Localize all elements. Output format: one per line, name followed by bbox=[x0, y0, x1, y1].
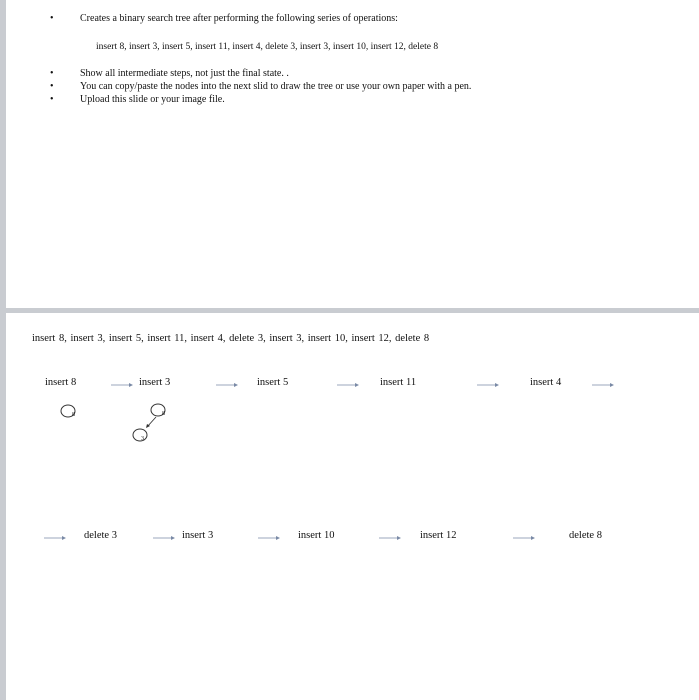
instruction-item bbox=[36, 12, 398, 25]
arrow-icon bbox=[513, 535, 535, 541]
arrow-icon bbox=[153, 535, 175, 541]
bullet-dot: • bbox=[50, 81, 54, 92]
arrow-icon bbox=[216, 382, 238, 388]
instruction-list-2 bbox=[36, 67, 471, 106]
step-label: delete 8 bbox=[569, 530, 602, 541]
instruction-text: Show all intermediate steps, not just the final state. . bbox=[80, 68, 289, 79]
instruction-text: Upload this slide or your image file. bbox=[80, 94, 225, 105]
tree-node[interactable] bbox=[132, 427, 148, 443]
step-label: insert 3 bbox=[182, 530, 214, 541]
arrow-icon bbox=[44, 535, 66, 541]
instruction-item bbox=[36, 67, 471, 80]
bullet-dot: • bbox=[50, 94, 54, 105]
operations-heading: insert 8, insert 3, insert 5, insert 11, insert 4, delete 3, insert 3, insert 10, insert 12, delete 8 bbox=[32, 333, 430, 344]
instruction-text: You can copy/paste the nodes into the next slid to draw the tree or use your own paper with a pen. bbox=[80, 81, 472, 92]
work-slide bbox=[6, 313, 699, 700]
step-label: insert 10 bbox=[298, 530, 335, 541]
arrow-icon bbox=[592, 382, 614, 388]
instruction-slide bbox=[6, 0, 699, 308]
step-label: insert 12 bbox=[420, 530, 457, 541]
arrow-icon bbox=[477, 382, 499, 388]
tree-node[interactable] bbox=[60, 403, 76, 419]
node-value: 8 bbox=[162, 411, 165, 417]
instruction-item bbox=[36, 93, 471, 106]
step-label: insert 11 bbox=[380, 377, 417, 388]
node-value: 3 bbox=[141, 436, 144, 442]
instruction-text: Creates a binary search tree after performing the following series of operations: bbox=[80, 13, 398, 24]
bullet-dot: • bbox=[50, 13, 54, 24]
arrow-icon bbox=[379, 535, 401, 541]
instruction-list bbox=[36, 12, 398, 25]
step-label: insert 4 bbox=[530, 377, 562, 388]
node-value: 8 bbox=[72, 412, 75, 418]
bullet-dot: • bbox=[50, 68, 54, 79]
arrow-icon bbox=[111, 382, 133, 388]
step-label: insert 3 bbox=[139, 377, 171, 388]
step-label: insert 5 bbox=[257, 377, 289, 388]
step-label: insert 8 bbox=[45, 377, 77, 388]
instruction-item bbox=[36, 80, 471, 93]
arrow-icon bbox=[337, 382, 359, 388]
arrow-icon bbox=[258, 535, 280, 541]
step-label: delete 3 bbox=[84, 530, 117, 541]
operations-list: insert 8, insert 3, insert 5, insert 11, insert 4, delete 3, insert 3, insert 10, insert 12, delete 8 bbox=[96, 42, 439, 52]
